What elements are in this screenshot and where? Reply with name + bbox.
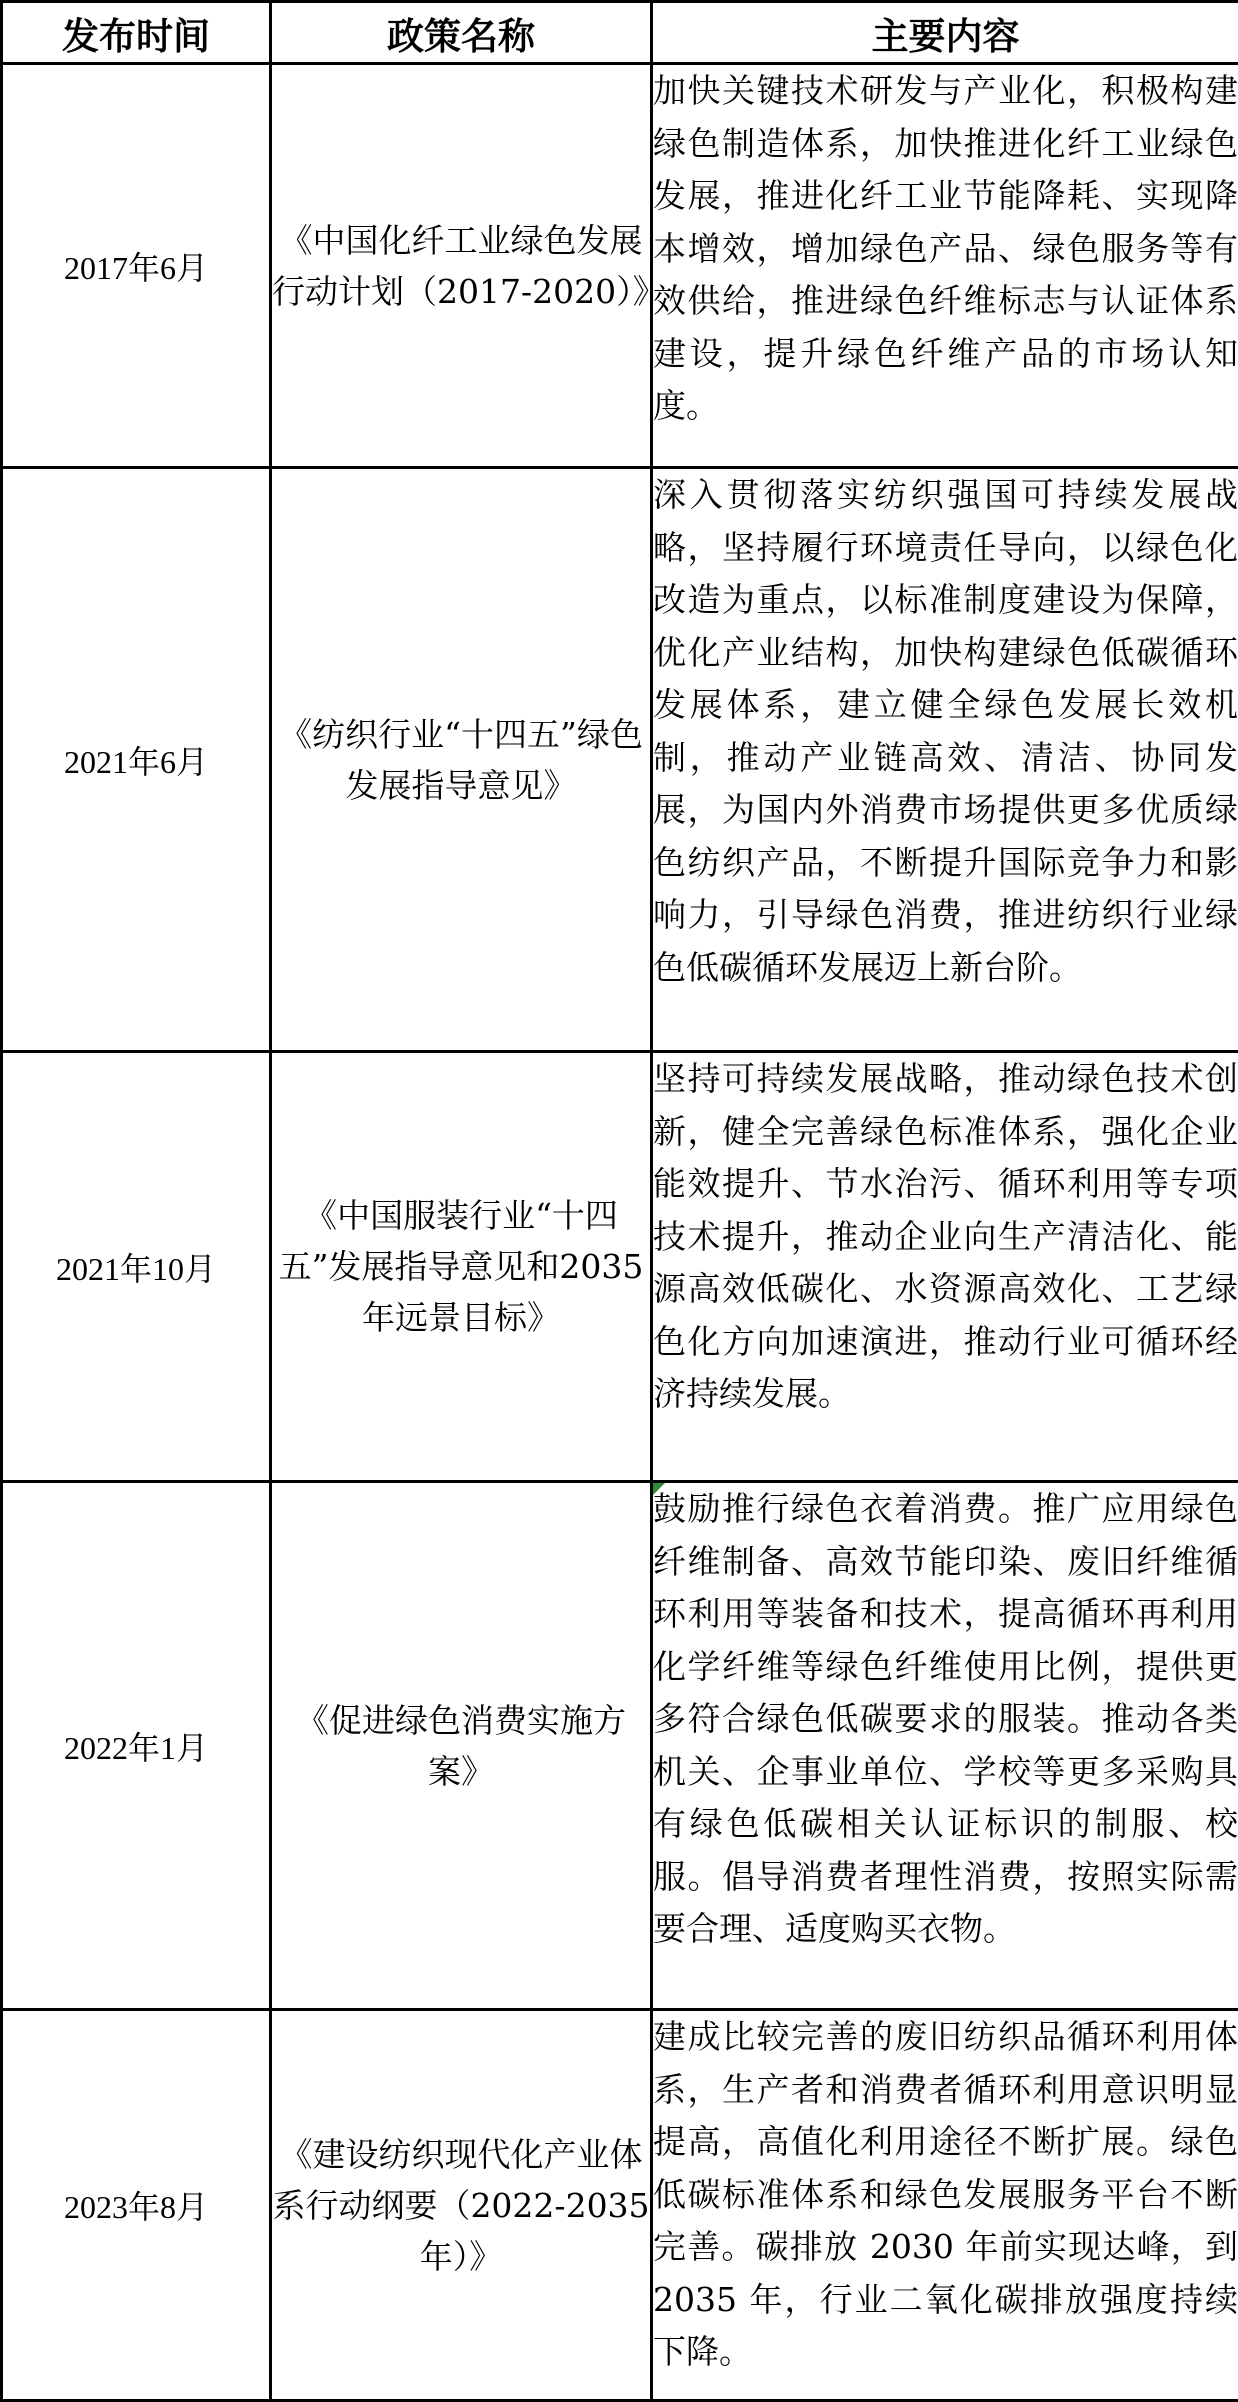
content-cell: 坚持可持续发展战略，推动绿色技术创新，健全完善绿色标准体系，强化企业能效提升、节水治污、循环利用等专项技术提升，推动企业向生产清洁化、能源高效低碳化、水资源高效化、工艺绿色化方向加速演进，推动行业可循环经济持续发展。 bbox=[652, 1052, 1238, 1482]
table-row bbox=[2, 468, 1238, 1052]
header-date: 发布时间 bbox=[2, 2, 271, 64]
date-cell: 2023年8月 bbox=[2, 2010, 271, 2401]
policy-name-cell: 《中国服装行业“十四五”发展指导意见和2035年远景目标》 bbox=[271, 1052, 652, 1482]
content-cell-with-comment bbox=[652, 1482, 1238, 2010]
policy-name-cell: 《中国化纤工业绿色发展行动计划（2017-2020）》 bbox=[271, 64, 652, 468]
table-row bbox=[2, 1482, 1238, 2010]
policy-name-cell: 《纺织行业“十四五”绿色发展指导意见》 bbox=[271, 468, 652, 1052]
content-cell: 加快关键技术研发与产业化，积极构建绿色制造体系，加快推进化纤工业绿色发展，推进化纤工业节能降耗、实现降本增效，增加绿色产品、绿色服务等有效供给，推进绿色纤维标志与认证体系建设，提升绿色纤维产品的市场认知度。 bbox=[652, 64, 1238, 468]
table-row bbox=[2, 1052, 1238, 1482]
date-cell: 2017年6月 bbox=[2, 64, 271, 468]
content-text: 鼓励推行绿色衣着消费。推广应用绿色纤维制备、高效节能印染、废旧纤维循环利用等装备和技术，提高循环再利用化学纤维等绿色纤维使用比例，提供更多符合绿色低碳要求的服装。推动各类机关、企事业单位、学校等更多采购具有绿色低碳相关认证标识的制服、校服。倡导消费者理性消费，按照实际需要合理、适度购买衣物。 bbox=[653, 1489, 1238, 1948]
table-row bbox=[2, 64, 1238, 468]
header-name: 政策名称 bbox=[271, 2, 652, 64]
content-cell: 深入贯彻落实纺织强国可持续发展战略，坚持履行环境责任导向，以绿色化改造为重点，以标准制度建设为保障，优化产业结构，加快构建绿色低碳循环发展体系，建立健全绿色发展长效机制，推动产业链高效、清洁、协同发展，为国内外消费市场提供更多优质绿色纺织产品，不断提升国际竞争力和影响力，引导绿色消费，推进纺织行业绿色低碳循环发展迈上新台阶。 bbox=[652, 468, 1238, 1052]
table-row bbox=[2, 2010, 1238, 2401]
header-content: 主要内容 bbox=[652, 2, 1238, 64]
header-row bbox=[2, 2, 1238, 64]
content-cell: 建成比较完善的废旧纺织品循环利用体系，生产者和消费者循环利用意识明显提高，高值化利用途径不断扩展。绿色低碳标准体系和绿色发展服务平台不断完善。碳排放 2030 年前实现达峰，到 2035 年，行业二氧化碳排放强度持续下降。 bbox=[652, 2010, 1238, 2401]
policy-name-cell: 《建设纺织现代化产业体系行动纲要（2022-2035年）》 bbox=[271, 2010, 652, 2401]
policy-name-cell: 《促进绿色消费实施方案》 bbox=[271, 1482, 652, 2010]
comment-marker-icon[interactable] bbox=[653, 1483, 665, 1495]
date-cell: 2021年6月 bbox=[2, 468, 271, 1052]
date-cell: 2022年1月 bbox=[2, 1482, 271, 2010]
date-cell: 2021年10月 bbox=[2, 1052, 271, 1482]
